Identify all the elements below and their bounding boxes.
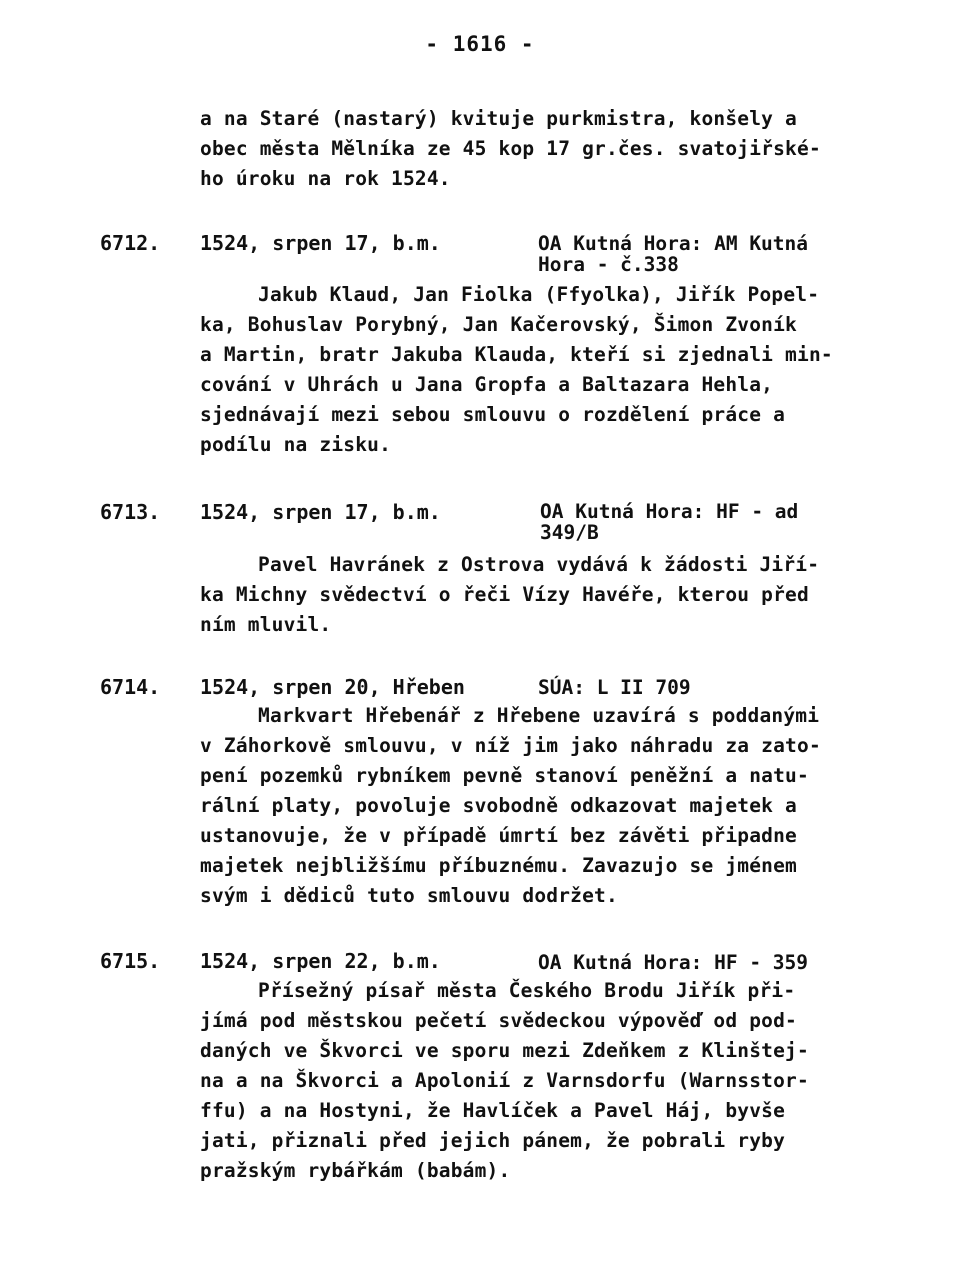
entry-text-line: Pavel Havránek z Ostrova vydává k žádosti Jiří-	[258, 553, 820, 576]
entry-text-line: a Martin, bratr Jakuba Klauda, kteří si zjednali min-	[200, 343, 833, 366]
entry-text-line: ka Michny svědectví o řeči Vízy Havéře, kterou před	[200, 583, 809, 606]
entry-source: SÚA: L II 709	[538, 676, 691, 699]
entry-source: Hora - č.338	[538, 253, 679, 276]
entry-source: OA Kutná Hora: HF - 359	[538, 951, 809, 974]
entry-text-line: ka, Bohuslav Porybný, Jan Kačerovský, Šimon Zvoník	[200, 313, 797, 336]
page-number: - 1616 -	[425, 32, 535, 56]
entry-text-line: rální platy, povoluje svobodně odkazovat majetek a	[200, 794, 797, 817]
entry-date: 1524, srpen 17, b.m.	[200, 231, 441, 255]
entry-text-line: sjednávají mezi sebou smlouvu o rozdělení práce a	[200, 403, 786, 426]
entry-source: 349/B	[540, 521, 599, 544]
entry-date: 1524, srpen 22, b.m.	[200, 949, 441, 973]
intro-line: ho úroku na rok 1524.	[200, 167, 451, 190]
entry-text-line: Jakub Klaud, Jan Fiolka (Ffyolka), Jiřík Popel-	[258, 283, 820, 306]
entry-text-line: podílu na zisku.	[200, 433, 392, 456]
entry-number: 6713.	[100, 500, 161, 524]
entry-number: 6712.	[100, 231, 161, 255]
entry-source: OA Kutná Hora: HF - ad	[540, 500, 799, 523]
entry-text-line: svým i dědiců tuto smlouvu dodržet.	[200, 884, 618, 907]
entry-text-line: daných ve Škvorci ve sporu mezi Zdeňkem z Klinštej-	[200, 1039, 809, 1062]
entry-text-line: majetek nejbližšímu příbuznému. Zavazujo se jménem	[200, 854, 797, 877]
entry-text-line: pražským rybářkám (babám).	[200, 1159, 511, 1182]
entry-text-line: jímá pod městskou pečetí svědeckou výpověď od pod-	[200, 1009, 797, 1032]
entry-number: 6715.	[100, 949, 161, 973]
entry-text-line: cování v Uhrách u Jana Gropfa a Baltazara Hehla,	[200, 373, 774, 396]
entry-text-line: ffu) a na Hostyni, že Havlíček a Pavel Háj, byvše	[200, 1099, 786, 1122]
entry-text-line: Přísežný písař města Českého Brodu Jiřík při-	[258, 979, 796, 1002]
entry-text-line: Markvart Hřebenář z Hřebene uzavírá s poddanými	[258, 704, 820, 727]
entry-text-line: jati, přiznali před jejich pánem, že pobrali ryby	[200, 1129, 786, 1152]
entry-date: 1524, srpen 20, Hřeben	[200, 675, 465, 699]
entry-text-line: na a na Škvorci a Apolonií z Varnsdorfu (Warnsstor-	[200, 1069, 809, 1092]
entry-text-line: ustanovuje, že v případě úmrtí bez závěti připadne	[200, 824, 797, 847]
entry-text-line: v Záhorkově smlouvu, v níž jim jako náhradu za zato-	[200, 734, 821, 757]
intro-line: a na Staré (nastarý) kvituje purkmistra, konšely a	[200, 107, 797, 130]
entry-number: 6714.	[100, 675, 161, 699]
intro-line: obec města Mělníka ze 45 kop 17 gr.čes. svatojiřské-	[200, 137, 821, 160]
entry-text-line: pení pozemků rybníkem pevně stanoví peněžní a natu-	[200, 764, 809, 787]
entry-text-line: ním mluvil.	[200, 613, 332, 636]
entry-source: OA Kutná Hora: AM Kutná	[538, 232, 809, 255]
entry-date: 1524, srpen 17, b.m.	[200, 500, 441, 524]
